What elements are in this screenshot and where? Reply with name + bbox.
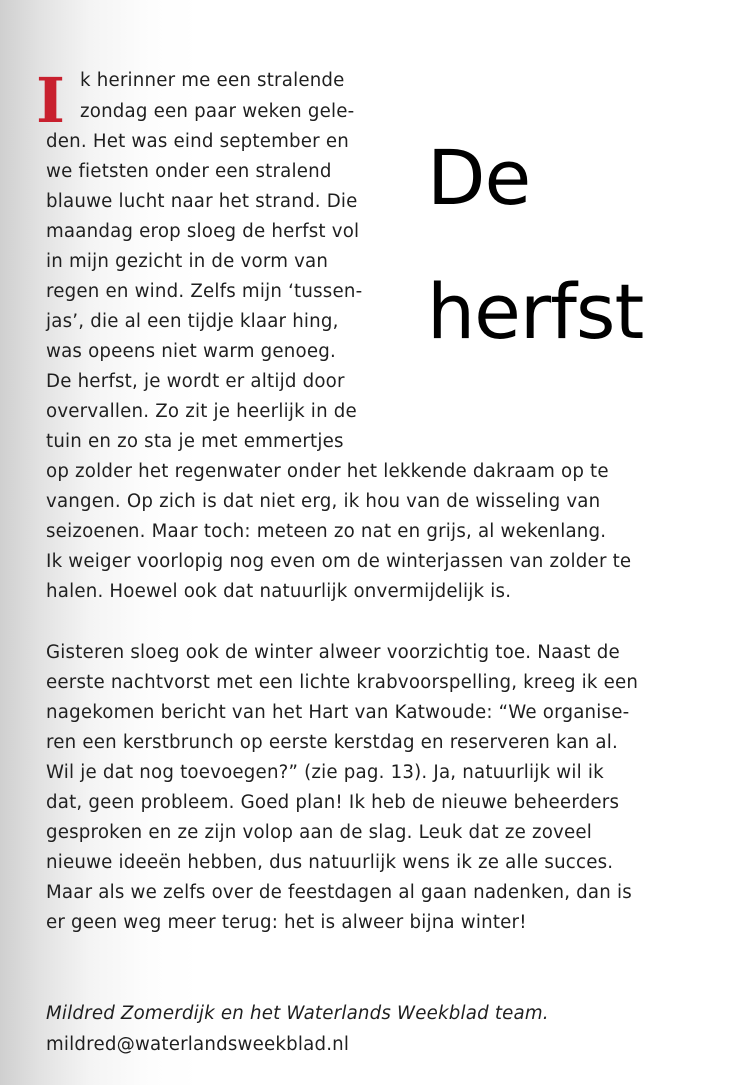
paragraph-line: nagekomen bericht van het Hart van Katwoude: “We organise- xyxy=(46,702,630,723)
paragraph-line: was opeens niet warm genoeg. xyxy=(46,341,336,362)
paragraph-line: er geen weg meer terug: het is alweer bijna winter! xyxy=(46,912,527,933)
paragraph-line: vangen. Op zich is dat niet erg, ik hou van de wisseling van xyxy=(46,491,601,512)
paragraph-line: den. Het was eind september en xyxy=(46,131,349,152)
paragraph-line: nieuwe ideeën hebben, dus natuurlijk wens ik ze alle succes. xyxy=(46,852,614,873)
paragraph-line: Maar als we zelfs over de feestdagen al gaan nadenken, dan is xyxy=(46,882,632,903)
paragraph-line: overvallen. Zo zit je heerlijk in de xyxy=(46,401,357,422)
article-title-line-1: De xyxy=(427,133,531,222)
paragraph-line: maandag erop sloeg de herfst vol xyxy=(46,221,360,242)
paragraph-line: op zolder het regenwater onder het lekkende dakraam op te xyxy=(46,461,609,482)
paragraph-line: zondag een paar weken gele- xyxy=(80,101,355,122)
paragraph-line: blauwe lucht naar het strand. Die xyxy=(46,191,358,212)
paragraph-line: k herinner me een stralende xyxy=(80,70,345,91)
paragraph-line: halen. Hoewel ook dat natuurlijk onvermijdelijk is. xyxy=(46,581,512,602)
paragraph-line: Wil je dat nog toevoegen?” (zie pag. 13). Ja, natuurlijk wil ik xyxy=(46,762,604,783)
paragraph-line: we fietsten onder een stralend xyxy=(46,161,332,182)
paragraph-line: De herfst, je wordt er altijd door xyxy=(46,371,345,392)
paragraph-line: Gisteren sloeg ook de winter alweer voorzichtig toe. Naast de xyxy=(46,642,620,663)
paragraph-line: dat, geen probleem. Goed plan! Ik heb de nieuwe beheerders xyxy=(46,792,620,813)
paragraph-line: gesproken en ze zijn volop aan de slag. Leuk dat ze zoveel xyxy=(46,822,593,843)
paragraph-line: tuin en zo sta je met emmertjes xyxy=(46,431,344,452)
author-signature: Mildred Zomerdijk en het Waterlands Weekblad team. xyxy=(46,1003,549,1024)
author-email[interactable]: mildred@waterlandsweekblad.nl xyxy=(46,1034,350,1055)
paragraph-line: in mijn gezicht in de vorm van xyxy=(46,251,329,272)
paragraph-line: regen en wind. Zelfs mijn ‘tussen- xyxy=(46,281,363,302)
drop-cap: I xyxy=(36,64,66,137)
paragraph-line: Ik weiger voorlopig nog even om de winterjassen van zolder te xyxy=(46,551,632,572)
article-title-line-2: herfst xyxy=(427,267,644,356)
paragraph-line: seizoenen. Maar toch: meteen zo nat en grijs, al wekenlang. xyxy=(46,521,607,542)
paragraph-line: jas’, die al een tijdje klaar hing, xyxy=(46,311,339,332)
paragraph-line: ren een kerstbrunch op eerste kerstdag en reserveren kan al. xyxy=(46,732,618,753)
paragraph-line: eerste nachtvorst met een lichte krabvoorspelling, kreeg ik een xyxy=(46,672,639,693)
